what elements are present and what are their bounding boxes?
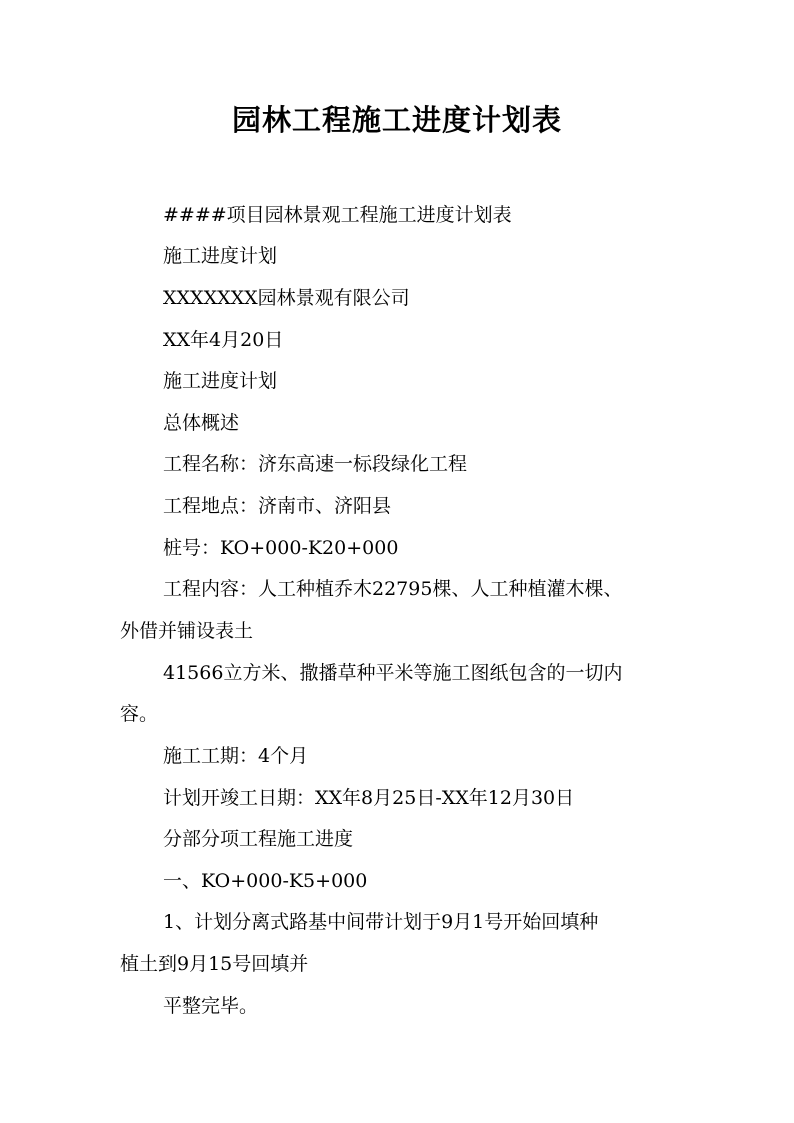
project-content: 工程内容：人工种植乔木22795棵、人工种植灌木棵、 [163, 578, 623, 600]
schedule-item-continued: 植土到9月15号回填并 [120, 953, 309, 975]
section-label: 施工进度计划 [163, 245, 278, 267]
segment-heading: 一、KO+000-K5+000 [163, 870, 368, 892]
planned-dates: 计划开竣工日期：XX年8月25日-XX年12月30日 [163, 787, 575, 809]
construction-period: 施工工期：4个月 [163, 745, 309, 767]
project-content-end: 容。 [120, 703, 159, 725]
document-date: XX年4月20日 [163, 329, 284, 351]
company-name: XXXXXXX园林景观有限公司 [163, 287, 410, 309]
document-title: 园林工程施工进度计划表 [231, 103, 562, 137]
section-label: 施工进度计划 [163, 370, 278, 392]
project-content-quantity: 41566立方米、撒播草种平米等施工图纸包含的一切内 [163, 662, 623, 684]
schedule-item: 1、计划分离式路基中间带计划于9月1号开始回填种 [163, 911, 599, 933]
subsection-heading: 分部分项工程施工进度 [163, 828, 354, 850]
chainage: 桩号：KO+000-K20+000 [163, 537, 399, 559]
schedule-item-end: 平整完毕。 [163, 995, 259, 1017]
project-content-continued: 外借并铺设表土 [120, 620, 254, 642]
project-heading: ####项目园林景观工程施工进度计划表 [163, 204, 512, 226]
overview-heading: 总体概述 [163, 412, 240, 434]
project-name: 工程名称：济东高速一标段绿化工程 [163, 453, 468, 475]
project-location: 工程地点：济南市、济阳县 [163, 495, 392, 517]
